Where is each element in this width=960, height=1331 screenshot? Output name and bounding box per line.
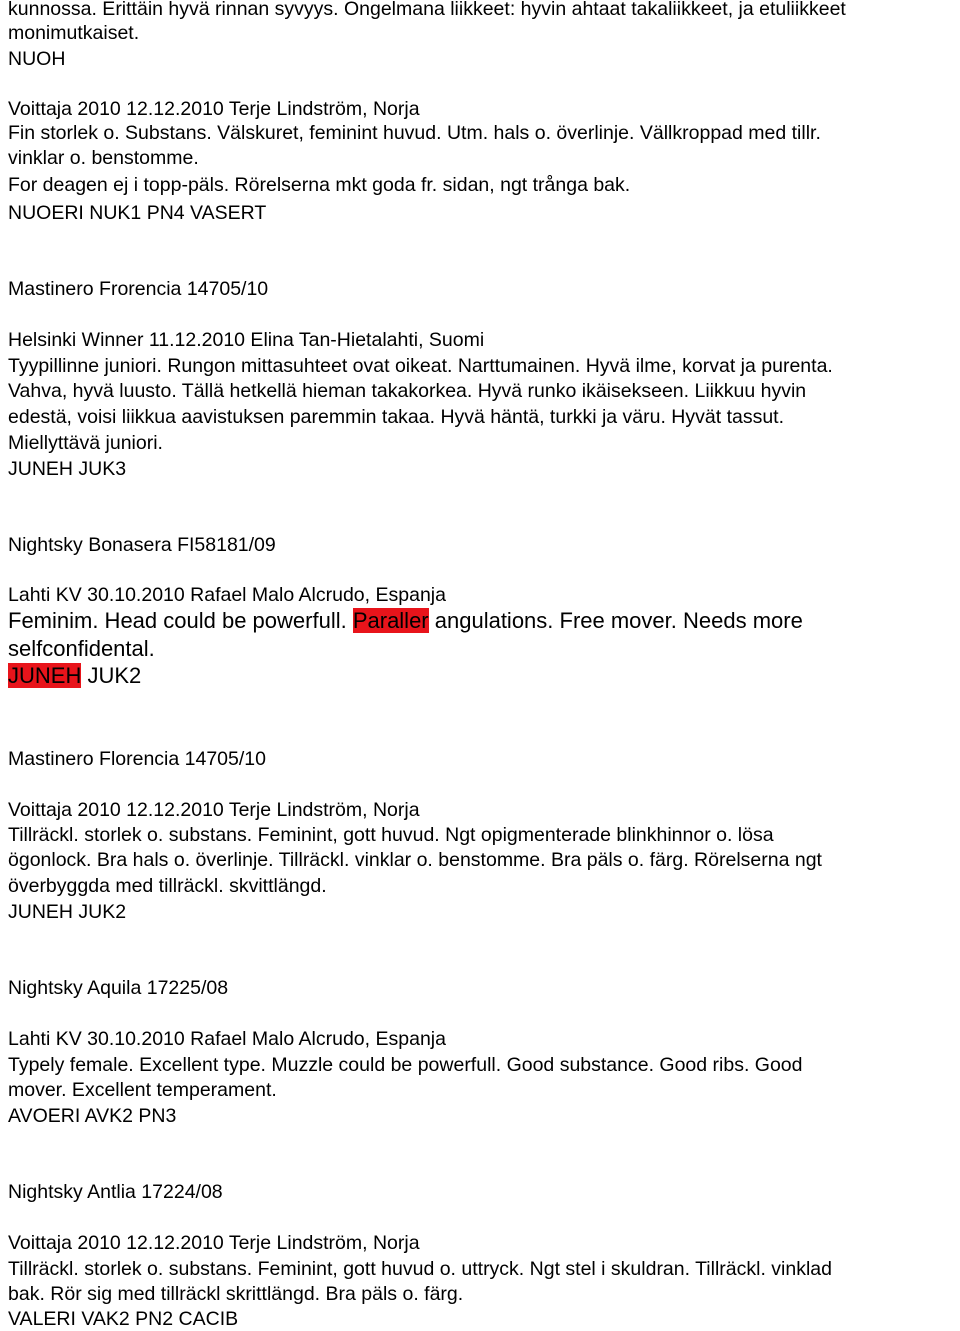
- show-line: Voittaja 2010 12.12.2010 Terje Lindström, Norja: [8, 98, 420, 120]
- critique-line: kunnossa. Erittäin hyvä rinnan syvyys. Ongelmana liikkeet: hyvin ahtaat takaliikkeet, ja etuliikkeet: [8, 0, 846, 20]
- critique-line: [8, 608, 803, 634]
- critique-text: angulations. Free mover. Needs more: [428, 608, 803, 633]
- critique-line: selfconfidental.: [8, 636, 155, 661]
- critique-line: ögonlock. Bra hals o. överlinje. Tillräckl. vinklar o. benstomme. Bra päls o. färg. Rörelserna ngt: [8, 849, 822, 871]
- dog-name: Mastinero Florencia 14705/10: [8, 748, 266, 770]
- dog-name: Nightsky Antlia 17224/08: [8, 1181, 223, 1203]
- result-text: JUK2: [81, 663, 142, 688]
- show-line: Voittaja 2010 12.12.2010 Terje Lindström, Norja: [8, 1232, 420, 1254]
- show-line: Voittaja 2010 12.12.2010 Terje Lindström, Norja: [8, 799, 420, 821]
- result-line: VALERI VAK2 PN2 CACIB: [8, 1308, 239, 1330]
- critique-line: Vahva, hyvä luusto. Tällä hetkellä hieman takakorkea. Hyvä runko ikäisekseen. Liikkuu hyvin: [8, 380, 807, 402]
- critique-line: For deagen ej i topp-päls. Rörelserna mkt goda fr. sidan, ngt trånga bak.: [8, 174, 631, 196]
- critique-line: Tillräckl. storlek o. substans. Feminint, gott huvud. Ngt opigmenterade blinkhinnor o. lösa: [8, 824, 774, 846]
- show-line: Helsinki Winner 11.12.2010 Elina Tan-Hietalahti, Suomi: [8, 329, 485, 351]
- critique-line: monimutkaiset.: [8, 22, 140, 44]
- critique-line: överbyggda med tillräckl. skvittlängd.: [8, 875, 327, 897]
- critique-line: Miellyttävä juniori.: [8, 432, 163, 454]
- highlighted-word: Paraller: [352, 608, 429, 633]
- critique-line: Tillräckl. storlek o. substans. Feminint, gott huvud o. uttryck. Ngt stel i skuldran. Tillräckl. vinklad: [8, 1258, 832, 1280]
- highlighted-result: JUNEH: [8, 663, 82, 688]
- result-line: [8, 663, 141, 689]
- show-line: Lahti KV 30.10.2010 Rafael Malo Alcrudo, Espanja: [8, 584, 446, 606]
- result-line: AVOERI AVK2 PN3: [8, 1105, 177, 1127]
- result-line: NUOERI NUK1 PN4 VASERT: [8, 202, 267, 224]
- result-line: JUNEH JUK2: [8, 901, 127, 923]
- critique-line: Fin storlek o. Substans. Välskuret, feminint huvud. Utm. hals o. överlinje. Vällkroppad med tillr.: [8, 122, 821, 144]
- critique-line: vinklar o. benstomme.: [8, 147, 199, 169]
- critique-line: edestä, voisi liikkua aavistuksen paremmin takaa. Hyvä häntä, turkki ja väru. Hyvät tassut.: [8, 406, 785, 428]
- result-line: JUNEH JUK3: [8, 458, 127, 480]
- dog-name: Nightsky Bonasera FI58181/09: [8, 534, 276, 556]
- show-line: Lahti KV 30.10.2010 Rafael Malo Alcrudo, Espanja: [8, 1028, 446, 1050]
- critique-line: bak. Rör sig med tillräckl skrittlängd. Bra päls o. färg.: [8, 1283, 464, 1305]
- critique-line: Typely female. Excellent type. Muzzle could be powerfull. Good substance. Good ribs. Good: [8, 1054, 803, 1076]
- critique-line: mover. Excellent temperament.: [8, 1079, 277, 1101]
- dog-name: Mastinero Frorencia 14705/10: [8, 278, 269, 300]
- critique-text: Feminim. Head could be powerfull.: [8, 608, 353, 633]
- critique-line: Tyypillinne juniori. Rungon mittasuhteet ovat oikeat. Narttumainen. Hyvä ilme, korvat ja purenta.: [8, 355, 833, 377]
- dog-name: Nightsky Aquila 17225/08: [8, 977, 229, 999]
- result-line: NUOH: [8, 48, 66, 70]
